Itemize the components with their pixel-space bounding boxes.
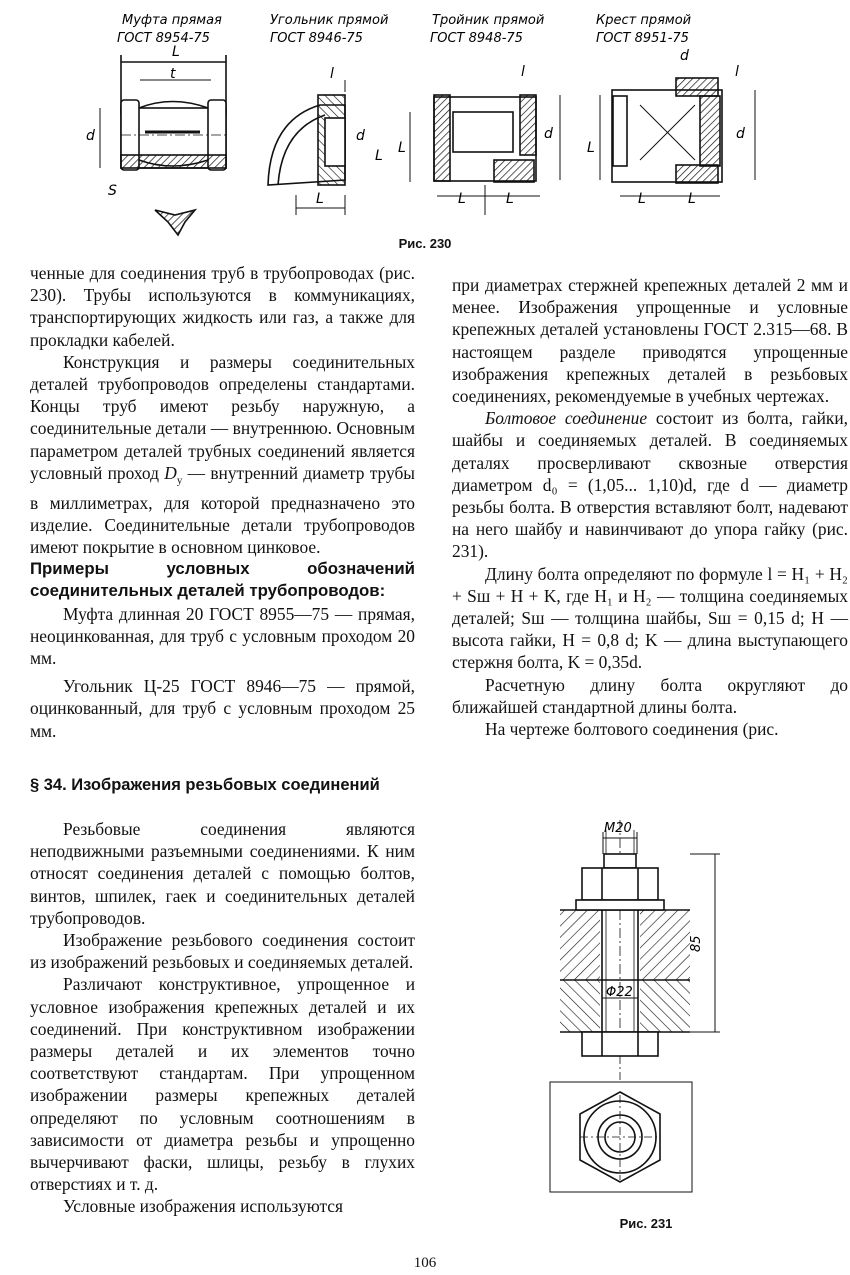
fig230-title-coupling: Муфта прямая	[122, 13, 222, 28]
section-paragraph-4: Условные изображения используются	[63, 1196, 344, 1217]
right-paragraph-5: На чертеже болтового соединения (рис.	[485, 719, 779, 740]
right-paragraph-2: Болтовое соединение состоит из болта, гайки, шайбы и соединяемых деталей. В соединяемых деталях просверливают сквозные отверстия диаметром d₀ = (1,05... 1,10)d, где d — диаметр резьбы болта. В отверстия вставляют болт, надевают на него шайбу и навинчивают до упора гайку (рис. 231).	[452, 408, 848, 562]
coupling-dim-d: d	[86, 128, 95, 144]
right-column	[452, 274, 848, 740]
right-paragraph-1: при диаметрах стержней крепежных деталей 2 мм и менее. Изображения упрощенные и условные крепежных деталей установлены ГОСТ 2.315—68. В настоящем разделе приводятся упрощенные изображения крепежных деталей в резьбовых соединениях, рекомендуемые в учебных чертежах.	[452, 275, 848, 407]
fig231-thread-label: M20	[604, 821, 632, 836]
section-paragraph-3: Различают конструктивное, упрощенное и условное изображения крепежных деталей и их соединений. При конструктивном изображении размеры деталей и их элементов точно соответствуют стандартам. При упрощенном изображении размеры крепежных деталей определяют по условным соотношениям в зависимости от диаметра резьбы и упрощенно вычерчивают фаски, шлицы, резьбу в глухих отверстиях и т. д.	[30, 974, 415, 1195]
coupling-dim-t: t	[170, 66, 176, 82]
left-column-section	[30, 818, 415, 1218]
elbow-dim-L: L	[316, 191, 324, 207]
tee-dim-L2: L	[506, 191, 514, 207]
cross-dim-d2: d	[736, 126, 745, 142]
tee-dim-l: l	[521, 64, 525, 80]
coupling-dim-s: S	[108, 183, 117, 199]
cross-drawing	[600, 78, 755, 196]
tee-dim-L3: L	[398, 140, 406, 156]
figure-230-caption: Рис. 230	[398, 236, 452, 251]
fig231-length-label: 85	[689, 935, 704, 952]
example-elbow: Угольник Ц-25 ГОСТ 8946—75 — прямой, оцинкованный, для труб с условным проходом 25 мм.	[30, 676, 415, 741]
fig230-title-tee: Тройник прямой	[432, 13, 545, 28]
tee-drawing	[410, 95, 560, 215]
right-paragraph-4: Расчетную длину болта округляют до ближайшей стандартной длины болта.	[452, 674, 848, 717]
figure-231-bolt-connection	[540, 810, 760, 1230]
elbow-dim-d: d	[356, 128, 365, 144]
coupling-dim-L: L	[172, 44, 180, 60]
fig230-gost-cross: ГОСТ 8951-75	[596, 31, 689, 46]
fig231-hole-label: Φ22	[606, 985, 633, 1000]
example-coupling: Муфта длинная 20 ГОСТ 8955—75 — прямая, неоцинкованная, для труб с условным проходом 20 мм.	[30, 603, 415, 668]
left-column	[30, 262, 415, 742]
cross-dim-L3: L	[587, 140, 595, 156]
cross-dim-l: l	[735, 64, 739, 80]
examples-title: Примеры условных обозначений соединительных деталей трубопроводов:	[30, 559, 415, 601]
tee-dim-d: d	[544, 126, 553, 142]
coupling-drawing	[100, 55, 226, 235]
cross-dim-L2: L	[688, 191, 696, 207]
fig230-gost-elbow: ГОСТ 8946-75	[270, 31, 363, 46]
cross-dim-L: L	[638, 191, 646, 207]
figure-230-pipe-fittings	[0, 0, 850, 270]
page-number: 106	[413, 1255, 437, 1271]
fig230-gost-tee: ГОСТ 8948-75	[430, 31, 523, 46]
figure-231-caption: Рис. 231	[619, 1216, 673, 1231]
fig230-title-cross: Крест прямой	[596, 13, 692, 28]
fig230-gost-coupling: ГОСТ 8954-75	[117, 31, 210, 46]
section-paragraph-2: Изображение резьбового соединения состоит из изображений резьбовых и соединяемых деталей.	[30, 930, 415, 973]
section-heading: § 34. Изображения резьбовых соединений	[30, 776, 380, 794]
left-paragraph-1: ченные для соединения труб в трубопроводах (рис. 230). Трубы используются в коммуникациях, транспортирующих жидкость или газ, а также для прокладки кабелей.	[30, 263, 415, 350]
cross-dim-d: d	[680, 48, 689, 64]
elbow-dim-L2: L	[375, 148, 383, 164]
elbow-dim-l: l	[330, 66, 334, 82]
fig230-title-elbow: Угольник прямой	[270, 13, 389, 28]
elbow-drawing	[268, 80, 345, 215]
right-paragraph-3: Длину болта определяют по формуле l = H₁ + H₂ + Sш + H + K, где H₁ и H₂ — толщина соединяемых деталей; Sш — толщина шайбы, Sш = 0,15 d; H — высота гайки, H = 0,8 d; K — длина выступающего стержня болта, K = 0,35d.	[452, 563, 848, 673]
tee-dim-L: L	[458, 191, 466, 207]
section-paragraph-1: Резьбовые соединения являются неподвижными разъемными соединениями. К ним относят соединения деталей с помощью болтов, винтов, шпилек, гаек и соединительных деталей трубопроводов.	[30, 819, 415, 928]
left-paragraph-2: Конструкция и размеры соединительных деталей трубопроводов определены стандартами. Концы труб имеют резьбу наружную, а соединительные детали — внутреннюю. Основным параметром деталей трубных соединений является условный проход $D_у$ — внутренний диаметр трубы в миллиметрах, для которой предназначено это изделие. Соединительные детали трубопроводов имеют покрытие в основном цинковое.	[30, 351, 415, 557]
